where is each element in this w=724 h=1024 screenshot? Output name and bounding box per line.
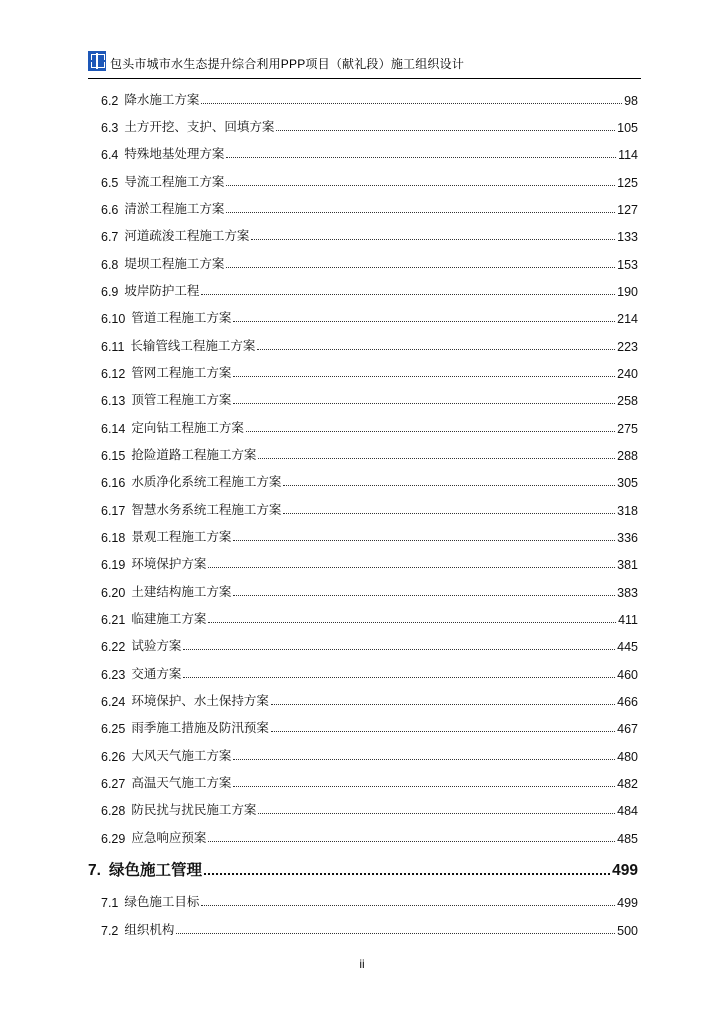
toc-entry-title: 坡岸防护工程 <box>124 284 200 298</box>
toc-dot-leader <box>246 431 615 432</box>
toc-chapter-entry[interactable] <box>88 854 638 880</box>
toc-entry-number: 6.10 <box>101 312 126 326</box>
toc-entry-number: 6.9 <box>101 285 119 299</box>
toc-entry[interactable] <box>101 744 638 764</box>
toc-entry-page: 460 <box>617 668 638 682</box>
toc-entry-number: 6.3 <box>101 121 119 135</box>
toc-entry-title: 河道疏浚工程施工方案 <box>124 229 250 243</box>
toc-entry[interactable] <box>101 388 638 408</box>
toc-entry-title: 试验方案 <box>131 639 182 653</box>
toc-entry-number: 6.19 <box>101 558 126 572</box>
toc-entry[interactable] <box>101 279 638 299</box>
toc-entry-page: 318 <box>617 504 638 518</box>
toc-entry-title: 管道工程施工方案 <box>131 311 232 325</box>
toc-entry[interactable] <box>101 798 638 818</box>
toc-entry-number: 6.5 <box>101 176 119 190</box>
toc-dot-leader <box>204 873 610 875</box>
toc-dot-leader <box>233 403 615 404</box>
toc-entry-page: 480 <box>617 750 638 764</box>
toc-entry-page: 105 <box>617 121 638 135</box>
toc-entry-number: 7. <box>88 862 101 879</box>
toc-entry-title: 组织机构 <box>124 923 175 937</box>
toc-entry-number: 6.29 <box>101 832 126 846</box>
toc-entry-page: 485 <box>617 832 638 846</box>
toc-entry-page: 133 <box>617 230 638 244</box>
toc-entry[interactable] <box>101 115 638 135</box>
toc-dot-leader <box>226 212 615 213</box>
toc-entry-title: 土方开挖、支护、回填方案 <box>124 120 275 134</box>
toc-dot-leader <box>226 157 616 158</box>
toc-entry-page: 275 <box>617 422 638 436</box>
toc-dot-leader <box>258 813 615 814</box>
toc-entry-number: 6.17 <box>101 504 126 518</box>
toc-entry-number: 6.11 <box>101 340 125 354</box>
toc-entry[interactable] <box>101 334 638 354</box>
toc-entry-title: 应急响应预案 <box>131 831 207 845</box>
toc-entry-number: 6.21 <box>101 613 126 627</box>
toc-entry-number: 6.28 <box>101 804 126 818</box>
toc-entry-number: 7.1 <box>101 896 119 910</box>
toc-entry[interactable] <box>101 918 638 938</box>
toc-entry-page: 381 <box>617 558 638 572</box>
toc-dot-leader <box>201 103 622 104</box>
toc-entry-number: 6.12 <box>101 367 126 381</box>
toc-entry-page: 114 <box>618 148 638 162</box>
toc-dot-leader <box>257 349 615 350</box>
toc-entry-number: 6.20 <box>101 586 126 600</box>
toc-entry-title: 抢险道路工程施工方案 <box>131 448 257 462</box>
toc-entry[interactable] <box>101 634 638 654</box>
toc-entry[interactable] <box>101 306 638 326</box>
toc-entry[interactable] <box>101 890 638 910</box>
toc-entry-page: 466 <box>617 695 638 709</box>
toc-entry-title: 交通方案 <box>131 667 182 681</box>
toc-entry-number: 6.13 <box>101 394 126 408</box>
toc-entry-page: 190 <box>617 285 638 299</box>
toc-entry-page: 125 <box>617 176 638 190</box>
toc-entry-page: 500 <box>617 924 638 938</box>
toc-entry-number: 6.15 <box>101 449 126 463</box>
toc-dot-leader <box>233 595 615 596</box>
toc-entry-page: 223 <box>617 340 638 354</box>
toc-entry-number: 6.6 <box>101 203 119 217</box>
toc-dot-leader <box>233 321 615 322</box>
toc-entry-title: 导流工程施工方案 <box>124 175 225 189</box>
toc-entry-number: 6.25 <box>101 722 126 736</box>
toc-entry-title: 特殊地基处理方案 <box>124 147 225 161</box>
toc-entry-title: 绿色施工管理 <box>108 862 202 879</box>
document-title: 包头市城市水生态提升综合利用PPP项目（献礼段）施工组织设计 <box>110 57 465 71</box>
toc-entry-page: 240 <box>617 367 638 381</box>
toc-entry-title: 绿色施工目标 <box>124 895 200 909</box>
toc-entry-page: 467 <box>617 722 638 736</box>
toc-entry-title: 清淤工程施工方案 <box>124 202 225 216</box>
toc-dot-leader <box>258 458 615 459</box>
toc-entry-page: 499 <box>617 896 638 910</box>
toc-dot-leader <box>233 759 615 760</box>
toc-entry-page: 305 <box>617 476 638 490</box>
toc-entry[interactable] <box>101 607 638 627</box>
toc-dot-leader <box>283 513 615 514</box>
toc-entry-title: 大风天气施工方案 <box>131 749 232 763</box>
toc-dot-leader <box>283 485 615 486</box>
toc-entry-number: 6.14 <box>101 422 126 436</box>
toc-entry-page: 127 <box>617 203 638 217</box>
toc-entry[interactable] <box>101 826 638 846</box>
toc-entry-page: 288 <box>617 449 638 463</box>
toc-entry-title: 降水施工方案 <box>124 93 200 107</box>
toc-dot-leader <box>226 267 615 268</box>
toc-entry-title: 临建施工方案 <box>131 612 207 626</box>
toc-entry-page: 153 <box>617 258 638 272</box>
toc-entry-page: 214 <box>617 312 638 326</box>
toc-entry-page: 445 <box>617 640 638 654</box>
toc-entry[interactable] <box>101 224 638 244</box>
toc-entry-number: 6.7 <box>101 230 119 244</box>
toc-entry[interactable] <box>101 361 638 381</box>
toc-dot-leader <box>208 841 615 842</box>
toc-entry-number: 6.4 <box>101 148 119 162</box>
toc-entry-title: 土建结构施工方案 <box>131 585 232 599</box>
toc-entry-number: 6.2 <box>101 94 119 108</box>
toc-dot-leader <box>183 677 615 678</box>
toc-entry-title: 防民扰与扰民施工方案 <box>131 803 257 817</box>
toc-entry-page: 383 <box>617 586 638 600</box>
toc-entry-title: 长输管线工程施工方案 <box>130 339 256 353</box>
toc-entry-title: 定向钻工程施工方案 <box>131 421 244 435</box>
toc-entry-page: 411 <box>618 613 638 627</box>
toc-entry-number: 6.26 <box>101 750 126 764</box>
toc-dot-leader <box>176 933 615 934</box>
toc-entry-page: 258 <box>617 394 638 408</box>
toc-entry[interactable] <box>101 416 638 436</box>
toc-entry[interactable] <box>101 580 638 600</box>
toc-entry[interactable] <box>101 142 638 162</box>
toc-entry-page: 499 <box>612 862 638 879</box>
toc-entry[interactable] <box>101 470 638 490</box>
toc-entry-title: 堤坝工程施工方案 <box>124 257 225 271</box>
toc-entry[interactable] <box>101 197 638 217</box>
toc-entry-number: 6.27 <box>101 777 126 791</box>
toc-entry-number: 6.23 <box>101 668 126 682</box>
toc-dot-leader <box>208 622 616 623</box>
toc-entry-title: 景观工程施工方案 <box>131 530 232 544</box>
toc-dot-leader <box>276 130 615 131</box>
toc-entry-title: 雨季施工措施及防汛预案 <box>131 721 269 735</box>
toc-dot-leader <box>271 731 615 732</box>
toc-dot-leader <box>201 905 615 906</box>
toc-entry-title: 管网工程施工方案 <box>131 366 232 380</box>
toc-entry[interactable] <box>101 170 638 190</box>
toc-dot-leader <box>233 540 615 541</box>
toc-dot-leader <box>271 704 615 705</box>
toc-entry-number: 6.16 <box>101 476 126 490</box>
toc-entry-number: 6.18 <box>101 531 126 545</box>
toc-entry[interactable] <box>101 552 638 572</box>
toc-entry-title: 环境保护、水土保持方案 <box>131 694 269 708</box>
toc-entry[interactable] <box>101 525 638 545</box>
toc-dot-leader <box>201 294 615 295</box>
toc-dot-leader <box>183 649 615 650</box>
toc-entry-title: 高温天气施工方案 <box>131 776 232 790</box>
toc-dot-leader <box>208 567 615 568</box>
toc-dot-leader <box>251 239 615 240</box>
toc-entry[interactable] <box>101 252 638 272</box>
toc-entry-title: 环境保护方案 <box>131 557 207 571</box>
toc-entry-page: 98 <box>624 94 638 108</box>
toc-entry[interactable] <box>101 88 638 108</box>
toc-entry-number: 6.24 <box>101 695 126 709</box>
toc-entry-title: 水质净化系统工程施工方案 <box>131 475 282 489</box>
toc-entry-page: 484 <box>617 804 638 818</box>
toc-entry[interactable] <box>101 498 638 518</box>
toc-entry[interactable] <box>101 443 638 463</box>
toc-entry-number: 7.2 <box>101 924 119 938</box>
toc-entry-page: 336 <box>617 531 638 545</box>
toc-entry-title: 顶管工程施工方案 <box>131 393 232 407</box>
toc-dot-leader <box>226 185 615 186</box>
toc-dot-leader <box>233 376 615 377</box>
page-number: ii <box>359 957 365 971</box>
toc-dot-leader <box>233 786 615 787</box>
toc-entry-title: 智慧水务系统工程施工方案 <box>131 503 282 517</box>
toc-entry-page: 482 <box>617 777 638 791</box>
toc-entry[interactable] <box>101 689 638 709</box>
toc-entry[interactable] <box>101 716 638 736</box>
toc-entry[interactable] <box>101 771 638 791</box>
toc-entry[interactable] <box>101 662 638 682</box>
toc-entry-number: 6.22 <box>101 640 126 654</box>
toc-entry-number: 6.8 <box>101 258 119 272</box>
